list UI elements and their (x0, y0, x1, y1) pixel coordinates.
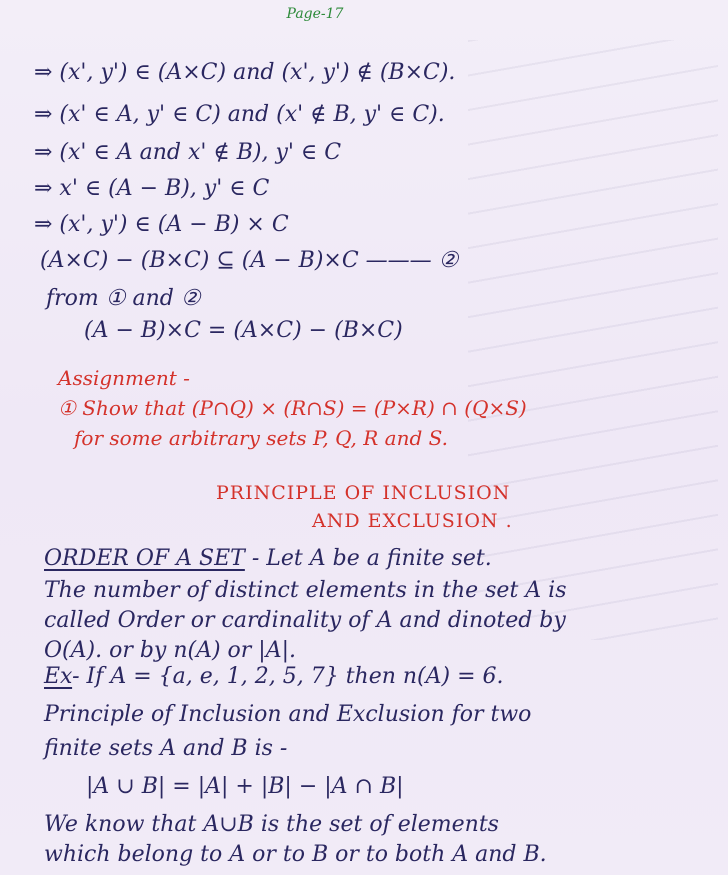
closing-line-1: We know that A∪B is the set of elements (44, 812, 499, 837)
proof-line-8: (A − B)×C = (A×C) − (B×C) (84, 318, 403, 343)
inclusion-exclusion-formula: |A ∪ B| = |A| + |B| − |A ∩ B| (86, 774, 404, 799)
principle-title-2: AND EXCLUSION . (312, 510, 513, 532)
proof-line-2: ⇒ (x' ∈ A, y' ∈ C) and (x' ∉ B, y' ∈ C). (34, 102, 445, 127)
bleed-through-texture (468, 40, 718, 640)
proof-line-3: ⇒ (x' ∈ A and x' ∉ B), y' ∈ C (34, 140, 342, 165)
order-term: ORDER OF A SET (44, 546, 245, 571)
principle-statement-line-2: finite sets A and B is - (44, 736, 288, 761)
order-definition-line-1 (44, 546, 492, 571)
order-definition-line-3: called Order or cardinality of A and dinoted by (44, 608, 566, 633)
order-definition-rest: - Let A be a finite set. (244, 546, 492, 571)
assignment-line-1: ① Show that (P∩Q) × (R∩S) = (P×R) ∩ (Q×S) (58, 396, 527, 420)
example-label: Ex (44, 664, 73, 689)
principle-statement-line-1: Principle of Inclusion and Exclusion for two (44, 702, 532, 727)
proof-line-1: ⇒ (x', y') ∈ (A×C) and (x', y') ∉ (B×C). (34, 60, 456, 85)
principle-title-1: PRINCIPLE OF INCLUSION (216, 482, 511, 504)
proof-line-4: ⇒ x' ∈ (A − B), y' ∈ C (34, 176, 270, 201)
assignment-heading: Assignment - (58, 366, 190, 390)
proof-line-6: (A×C) − (B×C) ⊆ (A − B)×C ——— ② (40, 248, 459, 273)
order-definition-line-4: O(A). or by n(A) or |A|. (44, 638, 297, 663)
proof-line-7: from ① and ② (46, 286, 201, 311)
example-line (44, 664, 504, 689)
closing-line-2: which belong to A or to B or to both A and B. (44, 842, 547, 867)
page-number: Page-17 (286, 6, 344, 22)
example-text: - If A = {a, e, 1, 2, 5, 7} then n(A) = 6. (72, 664, 504, 689)
assignment-line-2: for some arbitrary sets P, Q, R and S. (74, 426, 448, 450)
proof-line-5: ⇒ (x', y') ∈ (A − B) × C (34, 212, 289, 237)
order-definition-line-2: The number of distinct elements in the set A is (44, 578, 567, 603)
